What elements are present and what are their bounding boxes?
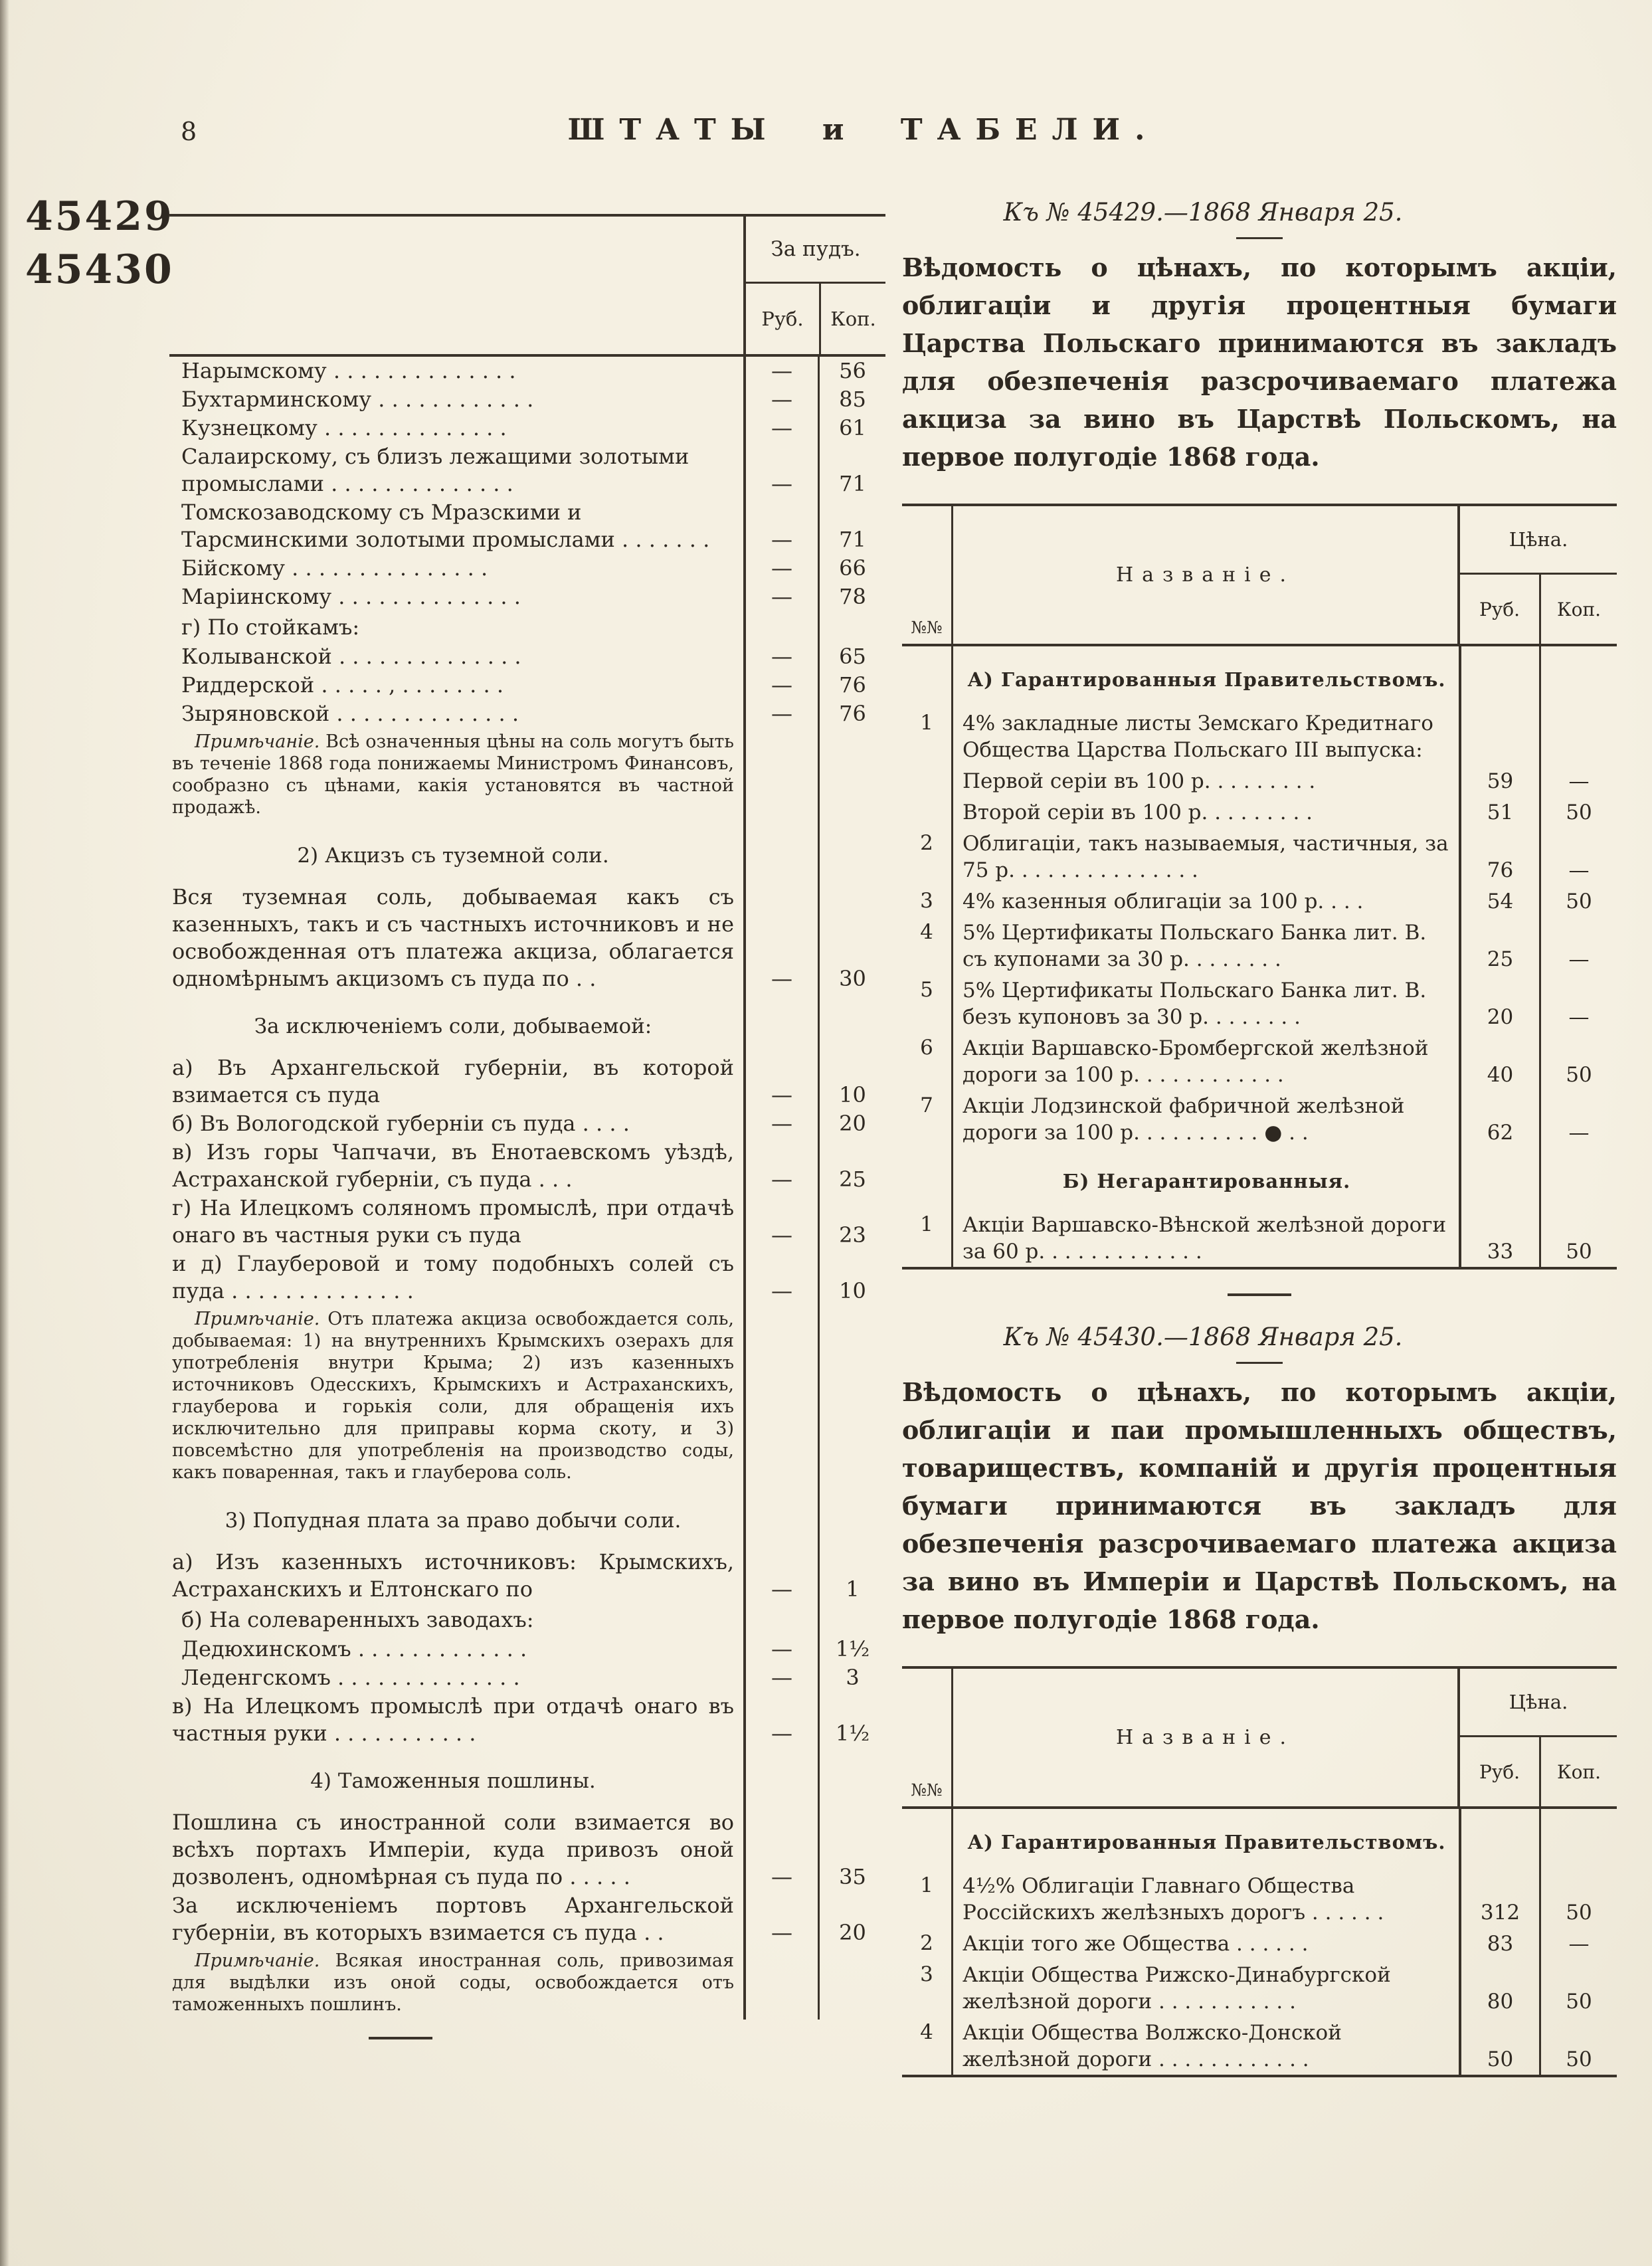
salt-rub-value: — [743,357,818,385]
doc2-heading-rule [1236,1362,1283,1364]
salt-row-text: Дедюхинскомъ . . . . . . . . . . . . . [181,1636,527,1661]
number-column-header: №№ [911,1780,943,1800]
rub-value [1459,1809,1539,1870]
doc1-intro-paragraph: Вѣдомость о цѣнахъ, по которымъ акціи, облигаціи и другія процентныя бумаги Царства Польскаго принимаются въ закладъ для обезпеченія разсрочиваемаго платежа акциза за вино въ Царствѣ Польскомъ, на первое полугодіе 1868 года. [902,252,1617,472]
securities-row-entry [902,975,1617,1032]
salt-table-row-price [169,1663,885,1692]
number-column-header: №№ [911,618,943,637]
salt-row-text: г) На Илецкомъ соляномъ промыслѣ, при отдачѣ онаго въ частныя руки съ пуда [172,1195,734,1248]
salt-kop-value [818,822,885,883]
row-number: 3 [920,1962,933,1986]
salt-row-text: 4) Таможенныя пошлины. [310,1769,596,1793]
kop-value: 50 [1539,2017,1617,2075]
salt-rub-value: — [743,1692,818,1748]
salt-table-row-heading [169,1748,885,1808]
salt-table-price-subheaders [746,284,885,354]
salt-row-text: Леденгскомъ . . . . . . . . . . . . . . [181,1665,520,1690]
rub-value: 59 [1459,765,1539,797]
kop-value [1539,708,1617,765]
salt-rub-value: — [743,883,818,993]
salt-kop-value: 10 [818,1250,885,1305]
left-column [169,214,885,2039]
salt-row-text: Примѣчаніе. Всѣ означенныя цѣны на соль могутъ быть въ теченіе 1868 года понижаемы Министромъ Финансовъ, сообразно съ цѣнами, какія установятся въ частной продажѣ. [172,731,734,818]
salt-table-row-para [169,1891,885,1947]
security-name: Акціи Общества Рижско-Динабургской желѣзной дороги . . . . . . . . . . . [951,1959,1459,2017]
salt-row-text: Зыряновской . . . . . . . . . . . . . . [181,701,519,726]
row-number: 2 [920,1931,933,1955]
salt-kop-value [818,1604,885,1635]
rub-value: 312 [1459,1870,1539,1928]
salt-row-text: б) Въ Вологодской губерніи съ пуда . . . . [172,1111,630,1136]
salt-rub-value: — [743,1250,818,1305]
rub-value: 25 [1459,917,1539,975]
salt-kop-value: 25 [818,1138,885,1194]
salt-kop-value: 1 [818,1548,885,1604]
salt-row-text: и д) Глауберовой и тому подобныхъ солей съ пуда . . . . . . . . . . . . . . [172,1251,734,1303]
salt-kop-value: 76 [818,700,885,728]
row-number: 4 [920,2020,933,2044]
securities-table-2-header [902,1669,1617,1809]
row-number: 1 [920,1873,933,1897]
salt-kop-value: 10 [818,1054,885,1109]
security-name: Акціи Общества Волжско-Донской желѣзной дороги . . . . . . . . . . . . [951,2017,1459,2075]
salt-table-row-para [169,1138,885,1194]
price-column-header-group [1457,506,1617,644]
salt-rub-value: — [743,1635,818,1663]
rub-value: 51 [1459,797,1539,828]
rub-value: 33 [1459,1209,1539,1267]
salt-table-row-note [169,1947,885,2020]
kop-value: 50 [1539,1032,1617,1090]
kop-column-header: Коп. [1539,1737,1617,1806]
rub-column-header: Руб. [1479,1760,1520,1783]
salt-kop-value [818,1487,885,1548]
kop-value: — [1539,765,1617,797]
salt-row-text: За исключеніемъ соли, добываемой: [254,1014,652,1038]
rub-column-header: Руб. [761,308,804,330]
salt-row-text: в) На Илецкомъ промыслѣ при отдачѣ онаго въ частныя руки . . . . . . . . . . . [172,1693,734,1746]
doc1-heading: Къ № 45429.—1868 Января 25. [1003,198,1403,227]
name-column-header: Названіе. [951,506,1457,644]
salt-table-row-para [169,1808,885,1891]
rub-column-header: Руб. [1479,598,1520,620]
salt-rub-value: — [743,1109,818,1138]
salt-row-text: Колыванской . . . . . . . . . . . . . . [181,644,521,669]
salt-table-header [169,217,885,357]
kop-value: — [1539,917,1617,975]
salt-table-row-para [169,1054,885,1109]
section-heading: Б) Негарантированныя. [951,1148,1459,1209]
security-name: 4% казенныя облигаціи за 100 р. . . . [951,886,1459,917]
salt-kop-value: 56 [818,357,885,385]
salt-rub-value [743,993,818,1054]
doc2-heading: Къ № 45430.—1868 Января 25. [1003,1323,1403,1351]
rub-value: 20 [1459,975,1539,1032]
salt-row-text: а) Изъ казенныхъ источниковъ: Крымскихъ, Астраханскихъ и Елтонскаго по [172,1549,734,1602]
note-lead-label: Примѣчаніе. [195,1309,320,1329]
salt-kop-value [818,611,885,642]
salt-table-row-price [169,414,885,442]
securities-row-entry [902,1959,1617,2017]
salt-rub-value: — [743,1808,818,1891]
salt-rub-value [743,1604,818,1635]
margin-document-numbers [25,190,174,296]
salt-rub-value: — [743,554,818,583]
salt-table-row-price [169,357,885,385]
row-number [902,797,951,828]
row-number: 7 [920,1093,933,1117]
security-name: Второй серіи въ 100 р. . . . . . . . . [951,797,1459,828]
left-column-end-rule [369,2037,432,2039]
salt-row-text: Пошлина съ иностранной соли взимается во всѣхъ портахъ Имперіи, куда привозъ оной дозволенъ, одномѣрная съ пуда по . . . . . [172,1810,734,1889]
salt-table-body [169,357,885,2020]
salt-kop-value: 71 [818,498,885,554]
salt-kop-value: 23 [818,1194,885,1250]
salt-rub-value: — [743,414,818,442]
security-name: Акціи Варшавско-Бромбергской желѣзной дороги за 100 р. . . . . . . . . . . . [951,1032,1459,1090]
rub-value: 76 [1459,828,1539,886]
salt-table-row-price [169,442,885,498]
salt-row-text: а) Въ Архангельской губерніи, въ которой взимается съ пуда [172,1055,734,1107]
salt-kop-value: 65 [818,642,885,671]
margin-number-2: 45430 [25,246,174,293]
security-name: Акціи Лодзинской фабричной желѣзной дороги за 100 р. . . . . . . . . . ● . . [951,1090,1459,1148]
row-number [902,1148,951,1209]
salt-table-row-para [169,1109,885,1138]
salt-row-text: 2) Акцизъ съ туземной соли. [297,844,609,868]
salt-row-text: г) По стойкамъ: [181,614,360,640]
salt-rub-value: — [743,498,818,554]
salt-kop-value: 35 [818,1808,885,1891]
price-header: Цѣна. [1460,1669,1617,1737]
salt-row-text: Нарымскому . . . . . . . . . . . . . . [181,358,516,383]
security-name: 5% Цертификаты Польскаго Банка лит. В. безъ купоновъ за 30 р. . . . . . . . [951,975,1459,1032]
salt-rub-value [743,822,818,883]
salt-table-header-spacer [169,217,743,354]
securities-row-entry [902,828,1617,886]
per-pood-header: За пудъ. [746,217,885,284]
salt-row-text: б) На солеваренныхъ заводахъ: [181,1607,534,1632]
salt-rub-value: — [743,1138,818,1194]
kop-value: — [1539,1090,1617,1148]
salt-kop-value: 76 [818,671,885,700]
securities-row-entry [902,886,1617,917]
rub-value: 62 [1459,1090,1539,1148]
row-number: 1 [920,1212,933,1236]
salt-rub-value: — [743,442,818,498]
salt-table-row-price [169,1635,885,1663]
salt-kop-value: 61 [818,414,885,442]
security-name: 4% закладные листы Земскаго Кредитнаго Общества Царства Польскаго III выпуска: [951,708,1459,765]
salt-kop-value: 20 [818,1891,885,1947]
section-heading: А) Гарантированныя Правительствомъ. [951,646,1459,708]
salt-kop-value [818,1947,885,2020]
salt-rub-value: — [743,1054,818,1109]
note-lead-label: Примѣчаніе. [195,1950,320,1971]
salt-rub-value: — [743,385,818,414]
securities-table-1-header [902,506,1617,646]
salt-table-row-price [169,583,885,611]
salt-row-text: Риддерской . . . . . , . . . . . . . . [181,672,504,698]
kop-value: 50 [1539,1959,1617,2017]
price-subheaders [1460,575,1617,644]
salt-rub-value: — [743,642,818,671]
rub-value [1459,646,1539,708]
salt-row-text: Бухтарминскому . . . . . . . . . . . . [181,387,534,412]
salt-kop-value: 71 [818,442,885,498]
salt-kop-value [818,1748,885,1808]
salt-rub-value: — [743,700,818,728]
salt-table-row-price [169,498,885,554]
salt-rub-value: — [743,671,818,700]
security-name: Акціи того же Общества . . . . . . [951,1928,1459,1959]
salt-kop-value: 66 [818,554,885,583]
salt-kop-value: 85 [818,385,885,414]
row-number: 6 [920,1036,933,1060]
rub-value: 50 [1459,2017,1539,2075]
securities-table-1 [902,504,1617,1270]
security-name: Облигаціи, такъ называемыя, частичныя, за 75 р. . . . . . . . . . . . . . . [951,828,1459,886]
salt-rub-value: — [743,1548,818,1604]
salt-kop-value: 3 [818,1663,885,1692]
right-column [902,198,1617,2077]
salt-table-row-para [169,1692,885,1748]
salt-row-text: 3) Попудная плата за право добычи соли. [225,1509,682,1533]
securities-row-entry [902,2017,1617,2075]
salt-table-row-para [169,1250,885,1305]
securities-row-entry [902,708,1617,765]
securities-row-entry [902,1090,1617,1148]
salt-table-row-price [169,642,885,671]
securities-table-2 [902,1666,1617,2077]
salt-table-row-price [169,671,885,700]
salt-table [169,214,885,2020]
salt-kop-value [818,728,885,822]
salt-table-row-heading [169,1487,885,1548]
kop-value: 50 [1539,886,1617,917]
price-header: Цѣна. [1460,506,1617,575]
salt-row-text: Салаирскому, съ близъ лежащими золотыми промыслами . . . . . . . . . . . . . . [181,444,689,496]
salt-table-row-note [169,1305,885,1487]
securities-row-entry [902,797,1617,828]
salt-rub-value [743,1947,818,2020]
salt-table-row-sub [169,611,885,642]
salt-rub-value: — [743,1663,818,1692]
salt-table-price-header [743,217,885,354]
salt-table-row-para [169,1194,885,1250]
kop-value: 50 [1539,1870,1617,1928]
security-name: Первой серіи въ 100 р. . . . . . . . . [951,765,1459,797]
salt-table-row-heading [169,822,885,883]
salt-row-text: Томскозаводскому съ Мразскими и Тарсминскими золотыми промыслами . . . . . . . [181,500,710,552]
salt-rub-value: — [743,1194,818,1250]
salt-rub-value [743,1487,818,1548]
salt-kop-value [818,1305,885,1487]
row-number: 5 [920,978,933,1002]
row-number: 3 [920,889,933,913]
price-column-header-group [1457,1669,1617,1806]
row-number: 1 [920,711,933,735]
kop-value: — [1539,975,1617,1032]
rub-value [1459,1148,1539,1209]
securities-row-section [902,646,1617,708]
salt-kop-value: 20 [818,1109,885,1138]
salt-kop-value: 30 [818,883,885,993]
salt-row-text: Примѣчаніе. Отъ платежа акциза освобождается соль, добываемая: 1) на внутреннихъ Крымскихъ озерахъ для употребленія внутри Крыма; 2) изъ казенныхъ источниковъ Одесскихъ, Крымскихъ и Астраханскихъ, глауберова и горькія соли, для обращенія ихъ исключительно для приправы корма скоту, и 3) повсемѣстно для употребленія на производство соды, какъ поваренная, такъ и глауберова соль. [172,1309,734,1483]
salt-row-text: Маріинскому . . . . . . . . . . . . . . [181,584,521,609]
securities-row-entry [902,765,1617,797]
securities-row-section [902,1148,1617,1209]
securities-row-entry [902,917,1617,975]
kop-column-header: Коп. [1539,575,1617,644]
note-lead-label: Примѣчаніе. [195,731,320,752]
salt-rub-value: — [743,1891,818,1947]
salt-row-text: в) Изъ горы Чапчачи, въ Енотаевскомъ уѣздѣ, Астраханской губерніи, съ пуда . . . [172,1139,734,1192]
kop-value: — [1539,828,1617,886]
kop-value [1539,1809,1617,1870]
kop-value: 50 [1539,797,1617,828]
salt-rub-value [743,1748,818,1808]
row-number [902,1809,951,1870]
kop-value: 50 [1539,1209,1617,1267]
margin-number-1: 45429 [25,193,174,240]
securities-row-entry [902,1209,1617,1267]
security-name: 5% Цертификаты Польскаго Банка лит. В. съ купонами за 30 р. . . . . . . . [951,917,1459,975]
salt-row-text: Кузнецкому . . . . . . . . . . . . . . [181,415,507,440]
salt-table-row-price [169,554,885,583]
salt-row-text: Вся туземная соль, добываемая какъ съ казенныхъ, такъ и съ частныхъ источниковъ и не освобожденная отъ платежа акциза, облагается одномѣрнымъ акцизомъ съ пуда по . . [172,884,734,991]
securities-row-entry [902,1928,1617,1959]
page-title: ШТАТЫ и ТАБЕЛИ. [567,113,1160,147]
salt-kop-value: 1½ [818,1635,885,1663]
salt-row-text: Бійскому . . . . . . . . . . . . . . . [181,555,488,581]
page-number: 8 [181,117,197,146]
row-number [902,765,951,797]
name-column-header: Названіе. [951,1669,1457,1806]
salt-rub-value: — [743,583,818,611]
salt-table-row-para [169,883,885,993]
salt-rub-value [743,1305,818,1487]
rub-value: 54 [1459,886,1539,917]
salt-table-row-heading [169,993,885,1054]
salt-kop-value [818,993,885,1054]
rub-value: 80 [1459,1959,1539,2017]
row-number: 2 [920,831,933,855]
securities-row-section [902,1809,1617,1870]
section-heading: А) Гарантированныя Правительствомъ. [951,1809,1459,1870]
security-name: 4½% Облигаціи Главнаго Общества Россійскихъ желѣзныхъ дорогъ . . . . . . [951,1870,1459,1928]
kop-value [1539,1148,1617,1209]
securities-table-2-body [902,1809,1617,2075]
securities-table-1-body [902,646,1617,1267]
securities-row-entry [902,1032,1617,1090]
securities-row-entry [902,1870,1617,1928]
salt-row-text: За исключеніемъ портовъ Архангельской губерніи, въ которыхъ взимается съ пуда . . [172,1893,734,1945]
salt-kop-value: 1½ [818,1692,885,1748]
rub-value: 83 [1459,1928,1539,1959]
doc2-intro-paragraph: Вѣдомость о цѣнахъ, по которымъ акціи, облигаціи и паи промышленныхъ обществъ, товариществъ, компаній и другія процентныя бумаги принимаются въ закладъ для обезпеченія разсрочиваемаго платежа акциза за вино въ Имперіи и Царствѣ Польскомъ, на первое полугодіе 1868 года. [902,1377,1617,1634]
salt-rub-value [743,611,818,642]
salt-row-text: Примѣчаніе. Всякая иностранная соль, привозимая для выдѣлки изъ оной соды, освобождается отъ таможенныхъ пошлинъ. [172,1950,734,2015]
kop-value [1539,646,1617,708]
salt-kop-value: 78 [818,583,885,611]
rub-value: 40 [1459,1032,1539,1090]
row-number: 4 [920,920,933,944]
doc1-heading-rule [1236,237,1283,239]
salt-table-row-price [169,700,885,728]
kop-value: — [1539,1928,1617,1959]
salt-table-row-sub [169,1604,885,1635]
security-name: Акціи Варшавско-Вѣнской желѣзной дороги за 60 р. . . . . . . . . . . . . [951,1209,1459,1267]
kop-column-header: Коп. [819,284,885,354]
salt-table-row-para [169,1548,885,1604]
rub-value [1459,708,1539,765]
between-tables-rule [1228,1293,1291,1296]
price-subheaders [1460,1737,1617,1806]
salt-rub-value [743,728,818,822]
salt-table-row-price [169,385,885,414]
row-number [902,646,951,708]
salt-table-row-note [169,728,885,822]
